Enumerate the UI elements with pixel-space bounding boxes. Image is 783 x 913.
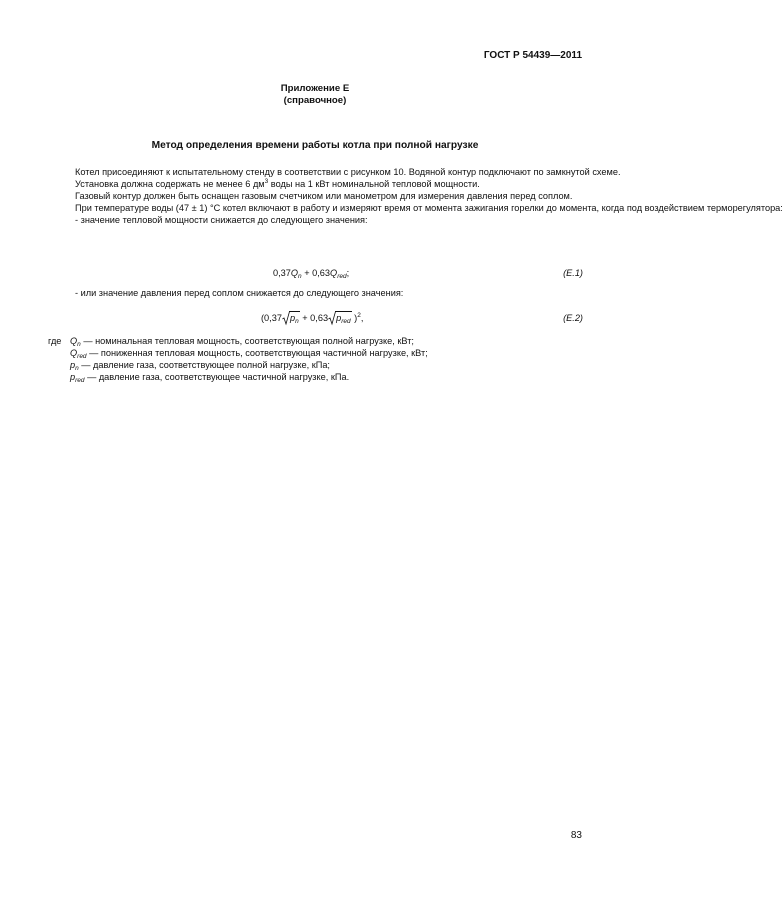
definition-qred-var: Q xyxy=(70,348,78,358)
paragraph-gas-circuit: Газовый контур должен быть оснащен газовым счетчиком или манометром для измерения давления перед соплом. xyxy=(75,191,573,201)
document-header: ГОСТ Р 54439—2011 xyxy=(483,50,582,61)
paragraph-volume-exponent: 3 xyxy=(264,178,269,185)
formula-e1-coef: 0,37 xyxy=(273,268,291,278)
definition-qn xyxy=(48,335,428,347)
formula-e2-power: 2 xyxy=(357,312,361,319)
definition-pred-var: p xyxy=(70,372,76,382)
paragraph-pressure-condition: - или значение давления перед соплом снижается до следующего значения: xyxy=(75,288,404,298)
formula-e2-sub2: red xyxy=(341,318,351,325)
definition-qred xyxy=(48,347,428,359)
formula-e2-var2: p xyxy=(336,313,342,323)
sqrt-sign-2 xyxy=(328,311,352,324)
paragraph-volume-text: Установка должна содержать не менее 6 дм xyxy=(75,179,265,189)
formula-e1-end: ; xyxy=(346,268,350,278)
appendix-title: Приложение Е xyxy=(280,83,350,94)
formula-e1-mid: + 0,63 xyxy=(301,268,331,278)
paragraph-stand: Котел присоединяют к испытательному стенду в соответствии с рисунком 10. Водяной контур подключают по замкнутой схеме. xyxy=(75,167,621,177)
definition-pred-text: — давление газа, соответствующее частичной нагрузке, кПа. xyxy=(84,372,350,382)
definition-pred xyxy=(48,371,428,383)
definition-qn-text: — номинальная тепловая мощность, соответствующая полной нагрузке, кВт; xyxy=(80,336,414,346)
page-number: 83 xyxy=(570,830,582,841)
paragraph-pressure-condition-wrap xyxy=(48,287,583,299)
definition-pred-sub: red xyxy=(75,377,85,384)
definition-pn xyxy=(48,359,428,371)
definition-qn-sub: n xyxy=(77,341,81,348)
formula-e1-sub2: red xyxy=(337,273,347,280)
paragraph-temperature: При температуре воды (47 ± 1) °С котел включают в работу и измеряют время от момента зажигания горелки до момента, когда под воздействием терморегулятора: xyxy=(75,203,783,213)
formula-e2 xyxy=(261,311,363,324)
definition-pn-var: p xyxy=(70,360,76,370)
where-word: где xyxy=(48,336,62,346)
section-title: Метод определения времени работы котла при полной нагрузке xyxy=(151,140,479,151)
formula-e1-var2: Q xyxy=(330,268,338,278)
body-text xyxy=(48,166,783,226)
formula-e2-var1: p xyxy=(289,313,296,323)
definition-qred-sub: red xyxy=(77,353,87,360)
formula-e2-end: , xyxy=(360,313,364,323)
definition-pn-sub: n xyxy=(75,365,79,372)
formula-e1-var1: Q xyxy=(290,268,299,278)
paragraph-power-condition: - значение тепловой мощности снижается до следующего значения: xyxy=(75,215,368,225)
formula-e2-close: ) xyxy=(351,313,358,323)
formula-e2-mid: + 0,63 xyxy=(299,313,329,323)
formula-e1 xyxy=(273,268,349,278)
formula-e2-sub1: n xyxy=(295,318,299,325)
definition-qn-var: Q xyxy=(70,336,78,346)
definition-qred-text: — пониженная тепловая мощность, соответствующая частичной нагрузке, кВт; xyxy=(86,348,428,358)
paragraph-volume xyxy=(48,178,583,190)
appendix-subtitle: (справочное) xyxy=(283,95,347,106)
sqrt-sign-1 xyxy=(282,311,300,324)
formula-e1-sub1: n xyxy=(298,273,302,280)
definitions-list xyxy=(48,335,428,383)
formula-e2-open: (0,37 xyxy=(261,313,282,323)
definition-pn-text: — давление газа, соответствующее полной нагрузке, кПа; xyxy=(78,360,330,370)
formula-e2-number: (Е.2) xyxy=(563,313,583,323)
formula-e1-number: (Е.1) xyxy=(563,268,583,278)
paragraph-volume-rest: воды на 1 кВт номинальной тепловой мощности. xyxy=(268,179,480,189)
